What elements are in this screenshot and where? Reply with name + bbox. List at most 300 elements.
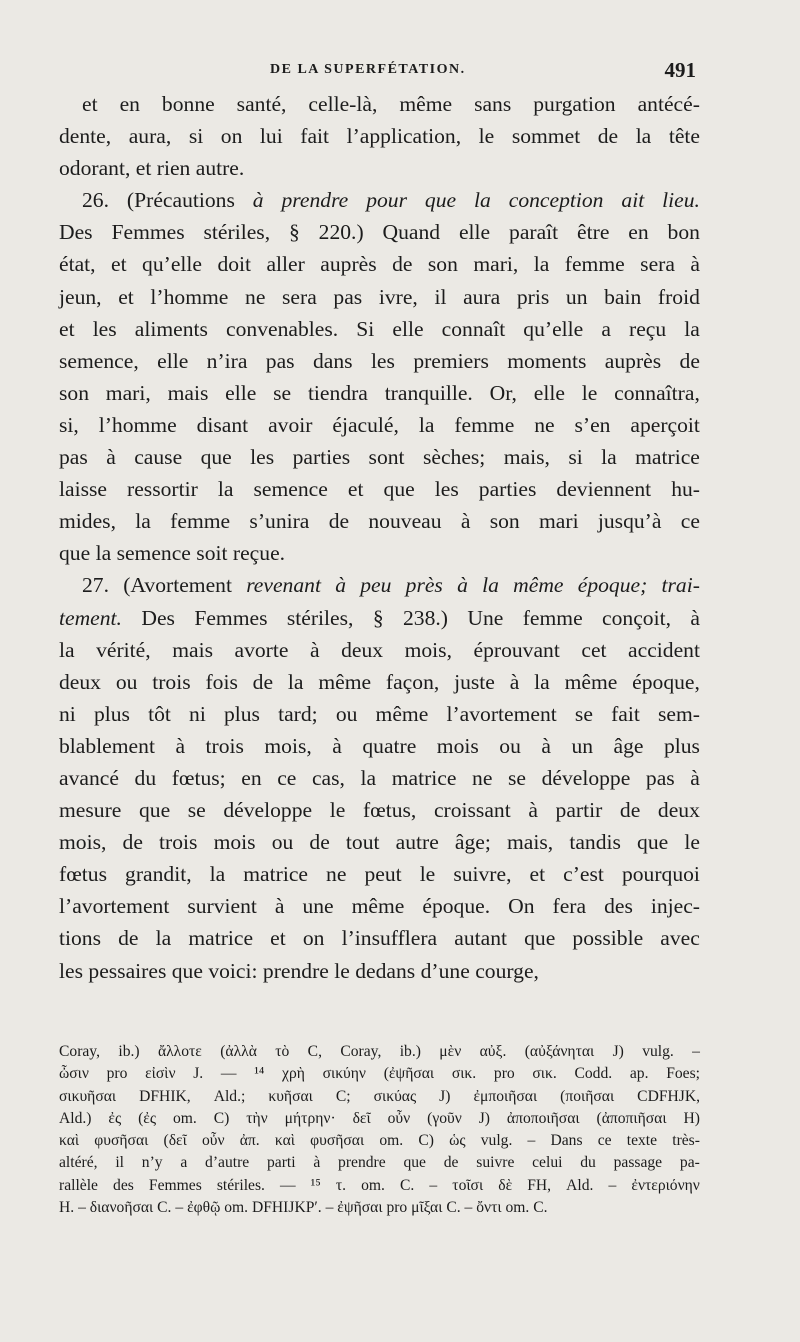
word: 220.) [318,220,364,245]
word: auprès [320,252,377,277]
footnote-line [59,1197,700,1219]
word: cas, [311,765,345,790]
word: de [252,669,274,694]
word: σικ. [451,1065,477,1083]
word: — [280,1176,296,1194]
word: fœtus [59,862,107,887]
word: C, [307,1043,322,1060]
text-line [59,762,700,794]
word: la [155,926,172,951]
word: ne [326,862,347,887]
word: s’unira [249,509,310,534]
word: éprouvant [473,637,560,662]
word: très- [672,1132,700,1150]
word: les [434,477,459,502]
text-line [59,120,700,152]
word: – [608,1176,617,1194]
word: l’homme [150,284,229,309]
word: à [309,637,320,662]
word: femme [454,412,515,437]
word: trois [152,669,191,694]
word: le [334,958,356,983]
word: sommet [511,124,581,149]
word: façon, [385,669,440,694]
word: premiers [413,348,489,373]
word: elle [225,380,257,405]
word: à [690,765,700,790]
word: ἄλλοτε [157,1043,202,1060]
word: ὦσιν [59,1065,89,1083]
word: qu’elle [142,252,202,277]
word: ib.) [399,1043,421,1060]
word: ne [534,412,555,437]
word: C. [533,1199,552,1217]
word: μήτρην· [284,1109,336,1127]
word: parties [478,477,537,502]
word: (ἐψῆσαι [383,1065,435,1083]
word: ὡς [449,1132,466,1150]
word: état, [59,252,96,277]
word: (δεῖ [163,1132,187,1150]
word: ivre, [378,284,418,309]
word: Si [356,316,375,341]
word: et [118,284,134,309]
word: autant [454,926,507,951]
word: Ald.) [59,1109,92,1127]
word: mois, [59,830,107,855]
word: dans [312,348,353,373]
word: σικύην [322,1065,366,1083]
word: les [92,316,117,341]
word: de [122,830,143,855]
word: à [274,894,285,919]
word: autre [395,830,439,855]
word: la [217,477,234,502]
word: santé, [236,92,287,116]
word: la [135,509,151,534]
word: φυσῆσαι [310,1132,365,1150]
word: éjaculé, [332,412,399,437]
text-line [59,602,700,634]
word: à [332,733,342,758]
word: à [313,1154,321,1172]
word: vulg. [642,1043,674,1060]
word: – [429,1176,438,1194]
word: On [508,894,535,919]
word: l’avortement [59,894,170,919]
word: mides, [59,509,116,534]
footnote-line [59,1175,700,1197]
word: τ. [335,1176,347,1194]
word: se [508,765,526,790]
word: la [482,573,499,598]
word: la [534,669,550,694]
word: les [250,445,275,470]
word: de [309,830,330,855]
word: mari [539,509,579,534]
word: la [533,252,550,277]
word: bon [667,220,700,245]
word: ἐφθῷ [187,1199,225,1217]
word: que [200,445,232,470]
word: de [328,509,350,534]
word: H) [683,1109,700,1127]
word: ni [59,701,76,726]
word: la [418,412,435,437]
word: la [209,862,226,887]
word: de [392,252,413,277]
word: καὶ [59,1132,80,1150]
word: du [134,765,157,790]
footnote-line [59,1041,700,1063]
word: du [580,1154,596,1172]
word: om. [505,1199,534,1217]
word: ressortir [127,477,198,502]
text-line [59,377,700,409]
word: deviennent [556,477,652,502]
word: lieu. [662,188,700,213]
word: tions [59,926,101,951]
word: ce [277,765,297,790]
word: et [135,156,157,181]
word: âge; [454,830,491,855]
word: des [604,894,633,919]
word: l’homme [98,412,177,437]
word: même [564,669,618,694]
word: 26. [82,188,109,213]
word: — [220,1065,237,1083]
word: deux [59,669,101,694]
word: accident [628,637,700,662]
word: partir [555,798,603,823]
word: la [474,188,491,213]
word: ce [597,1132,612,1150]
text-line [59,216,700,248]
word: reçu [629,316,667,341]
text-line [59,345,700,377]
word: suivre [476,1154,515,1172]
word: fœtus, [362,798,417,823]
word: plus [93,701,130,726]
word: trois [205,733,244,758]
word: vérité, [96,637,151,662]
word: mari, [473,252,519,277]
page-number: 491 [664,58,696,82]
word: H. [59,1199,79,1217]
word: aller [266,252,305,277]
word: développe [541,765,631,790]
word: que [524,926,556,951]
word: FH, [527,1176,552,1194]
word: à [690,605,700,630]
word: (Avortement [123,573,232,598]
word: paraît [509,220,559,245]
word: (αὐξάνηται [524,1043,595,1060]
word: Dans [550,1132,583,1150]
word: que [138,798,171,823]
word: on [220,124,243,149]
word: om. [224,1199,252,1217]
word: Femmes [111,220,185,245]
word: nouveau [368,509,442,534]
word: d’autre [205,1154,250,1172]
word: Or, [489,380,517,405]
word: convenables. [226,316,339,341]
word: – [78,1199,90,1217]
word: que [403,1154,426,1172]
word: sera [640,252,675,277]
word: tandis [569,830,621,855]
word: DFHIJKP′. [251,1199,326,1217]
word: matrice [188,926,254,951]
word: ait [621,188,645,213]
word: reçue. [232,541,291,566]
word: et [529,862,546,887]
text-line [59,88,700,120]
word: celle-là, [308,92,378,116]
word: om. [361,1176,385,1194]
text-line [59,890,700,922]
word: ce [680,509,700,534]
word: pas [333,284,363,309]
footnote-line [59,1108,700,1130]
word: Des [59,220,93,245]
word: ni [189,701,206,726]
word: le [329,798,346,823]
word: τοῖσι [452,1176,484,1194]
word: ὄντι [476,1199,506,1217]
word: qu’elle [523,316,584,341]
word: cause [134,445,183,470]
word: pessaires [88,958,172,983]
word: peut [364,862,402,887]
word: son [59,380,89,405]
word: moments [507,348,587,373]
body-text [59,88,700,987]
word: (ἐς [138,1109,157,1127]
word: lui [259,124,283,149]
word: que [383,477,415,502]
word: – [692,1043,700,1060]
word: pas [59,445,88,470]
word: soit [196,541,233,566]
word: disant [196,412,249,437]
text-line [59,473,700,505]
word: que [59,541,96,566]
word: sont [368,445,405,470]
word: stériles. [216,1176,265,1194]
word: Femmes [148,1176,202,1194]
word: dedans [355,958,421,983]
word: l’application, [346,124,462,149]
word: en [119,92,140,116]
word: croissant [433,798,511,823]
word: il [434,284,447,309]
word: CDFHJK, [637,1087,700,1105]
footnote-line [59,1152,700,1174]
word: pro [493,1065,515,1083]
text-line [59,184,700,216]
word: C) [213,1109,230,1127]
word: ἐψῆσαι [337,1199,387,1217]
word: se [574,701,593,726]
word: tard; [278,701,318,726]
word: Des [141,605,175,630]
word: près [405,573,443,598]
word: rien [156,156,196,181]
word: n’ira [206,348,248,373]
word: suivre, [453,862,512,887]
word: elle [458,220,491,245]
word: conçoit, [602,605,672,630]
word: mari, [105,380,151,405]
word: (ἀλλὰ [220,1043,257,1060]
word: blablement [59,733,155,758]
word: avoir [268,412,313,437]
word: mesure [59,798,122,823]
word: μῖξαι [411,1199,447,1217]
word: voici: [208,958,263,983]
word: la [684,316,700,341]
word: même [399,92,453,116]
word: le [581,380,598,405]
word: la [95,541,117,566]
word: deux [341,637,384,662]
word: trai- [661,573,700,598]
word: ἐμποιῆσαι [473,1087,538,1105]
word: Une [467,605,504,630]
word: parties [292,445,351,470]
word: τὸ [275,1043,290,1060]
word: et [59,316,75,341]
word: pro [106,1065,128,1083]
word: connaît [441,316,506,341]
word: se [187,798,206,823]
word: le [419,862,436,887]
word: tête [668,124,700,149]
word: matrice [391,765,457,790]
word: fait [611,701,640,726]
word: elle [157,348,189,373]
running-title: DE LA SUPERFÉTATION. [270,62,466,77]
running-head [0,58,800,84]
word: – [464,1199,477,1217]
word: σικύας [373,1087,417,1105]
word: de [679,348,700,373]
word: semence, [59,348,139,373]
word: rallèle [59,1176,98,1194]
word: doit [217,252,252,277]
word: un [565,284,588,309]
word: – [175,1199,188,1217]
word: la [601,445,617,470]
word: διανοῆσαι [89,1199,158,1217]
word: C. [400,1176,415,1194]
word: DFHIK, [139,1087,191,1105]
word: en [628,220,649,245]
word: passage [613,1154,663,1172]
word: une [302,894,334,919]
word: plus [663,733,700,758]
word: (Précautions [126,188,235,213]
text-line [59,634,700,666]
word: semence [116,541,197,566]
word: juste [454,669,495,694]
word: prendre [338,1154,386,1172]
word: les [370,348,395,373]
word: sem- [657,701,700,726]
word: odorant, [59,156,136,181]
word: sèches; [422,445,486,470]
word: cet [581,637,607,662]
word: âge [613,733,644,758]
word: § [372,605,384,630]
word: ne [245,284,266,309]
word: se [273,380,292,405]
word: matrice [243,862,309,887]
word: parti [266,1154,296,1172]
word: altéré, [59,1154,98,1172]
word: avancé [59,765,119,790]
word: à [457,573,468,598]
word: quatre [362,733,417,758]
word: οὖν [387,1109,411,1127]
word: avorte [234,637,289,662]
word: la [360,765,377,790]
word: ap. [629,1065,649,1083]
word: en [241,765,262,790]
word: et [347,477,364,502]
word: ou [335,701,358,726]
word: ne [472,765,493,790]
word: (ἀποπιῆσαι [596,1109,667,1127]
word: femme [564,252,625,277]
word: mois, [264,733,312,758]
word: ib.) [118,1043,140,1060]
text-line [59,537,700,569]
word: froid [657,284,700,309]
word: injec- [650,894,700,919]
word: ἐς [108,1109,122,1127]
text-line [59,826,700,858]
word: de [118,926,139,951]
word: trois [159,830,198,855]
word: purgation [533,92,616,116]
word: ἀπ. [239,1132,260,1150]
word: elle [533,380,565,405]
text-line [59,794,700,826]
word: deux [657,798,700,823]
word: σικυῆσαι [59,1087,117,1105]
word: Quand [382,220,441,245]
word: autre. [195,156,250,181]
word: – [527,1132,536,1150]
word: les [59,958,89,983]
word: fois [205,669,238,694]
word: son [427,252,458,277]
word: conception [508,188,604,213]
word: que [424,188,457,213]
word: C. [157,1199,176,1217]
footnote-line [59,1086,700,1108]
word: de [597,124,619,149]
word: φυσῆσαι [94,1132,149,1150]
word: femme [522,605,583,630]
word: mais [167,380,209,405]
word: σικ. [532,1065,557,1083]
word: à [509,669,520,694]
word: ¹⁴ [254,1065,265,1083]
